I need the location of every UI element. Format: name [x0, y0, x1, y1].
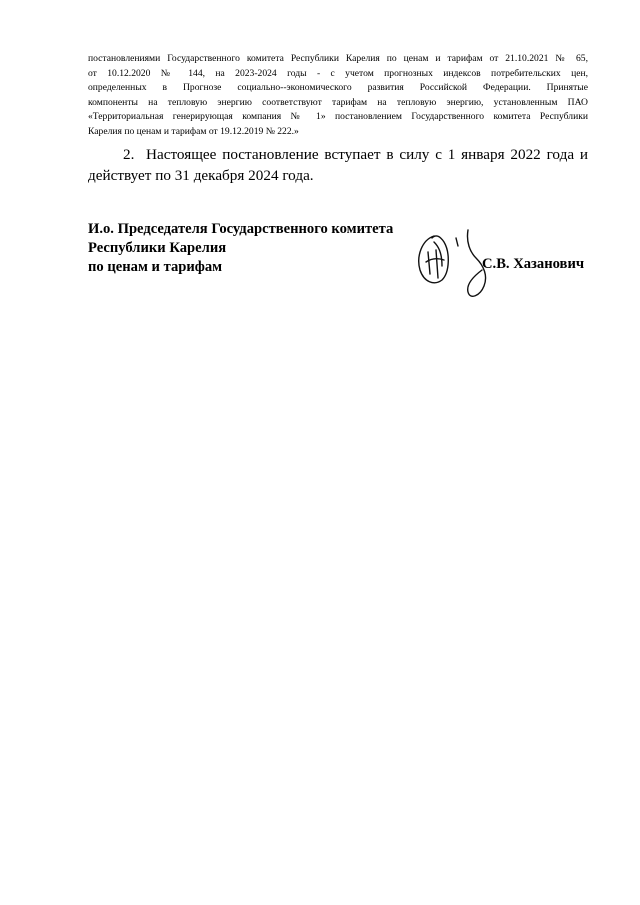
footnote-line: «Территориальная генерирующая компания № 1» постановлением Государственного комитета Республики [88, 111, 588, 123]
paragraph-line: действует по 31 декабря 2024 года. [88, 167, 314, 184]
footnote-line: Карелия по ценам и тарифам от 19.12.2019 № 222.» [88, 125, 299, 137]
signatory-name: С.В. Хазанович [482, 256, 585, 272]
footnote-line: постановлениями Государственного комитета Республики Карелия по ценам и тарифам от 21.10.2021 № 65, [88, 53, 588, 64]
paragraph-number: 2. [123, 146, 135, 163]
signatory-title-line: Республики Карелия [88, 240, 227, 256]
footnote-line: компоненты на тепловую энергию соответствуют тарифам на тепловую энергию, установленным ПАО [88, 96, 588, 108]
signatory-title [88, 220, 418, 277]
paragraph-line [88, 144, 588, 165]
paragraph-text: Настоящее постановление вступает в силу с 1 января 2022 года и [146, 146, 589, 163]
signatory-title-line: И.о. Председателя Государственного комитета [88, 221, 394, 237]
footnote-line: от 10.12.2020 № 144, на 2023-2024 годы - с учетом прогнозных индексов потребительских цен, [88, 67, 588, 79]
footnote-line: определенных в Прогнозе социально--экономического развития Российской Федерации. Принятые [88, 82, 588, 94]
footnote-paragraph [88, 52, 588, 140]
signatory-title-line: по ценам и тарифам [88, 259, 223, 275]
paragraph-effective-date [88, 144, 588, 186]
